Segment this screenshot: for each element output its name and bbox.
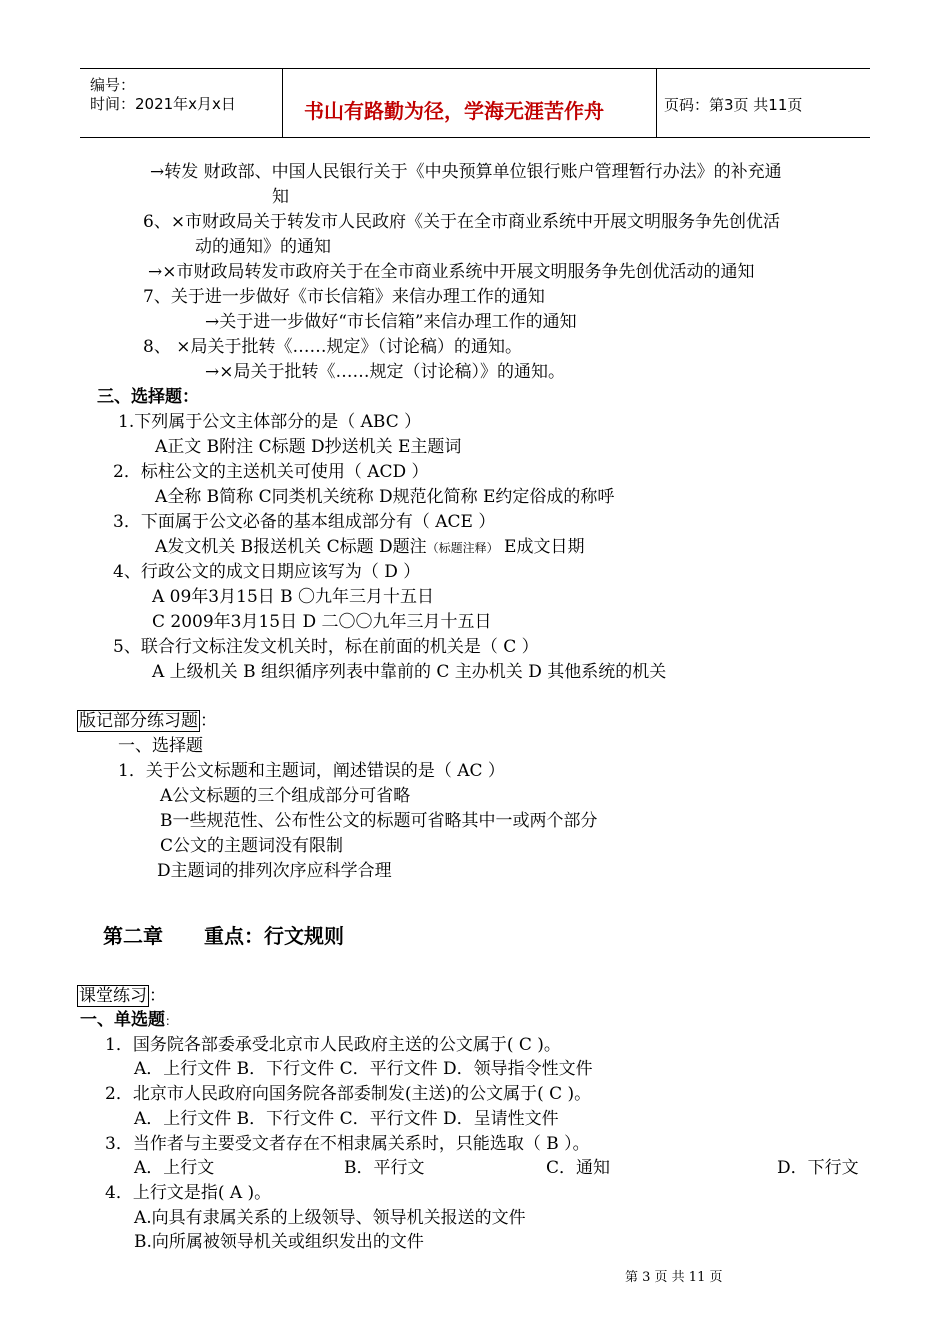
practice-q1: 1．国务院各部委承受北京市人民政府主送的公文属于( C )。 xyxy=(105,1035,561,1055)
practice-sub-line xyxy=(80,1009,177,1032)
practice-q2-options: A．上行文件 B．下行文件 C．平行文件 D．呈请性文件 xyxy=(134,1109,559,1129)
page-footer: 第 3 页 共 11 页 xyxy=(625,1270,723,1285)
practice-title-line xyxy=(77,985,166,1007)
choice-q3-options-b: E成文日期 xyxy=(504,537,585,557)
practice-q3-opt-b: B．平行文 xyxy=(344,1158,425,1178)
banji-title-line xyxy=(77,710,217,732)
banji-opt-d: D主题词的排列次序应科学合理 xyxy=(157,861,392,881)
time-label: 时间：2021年x月x日 xyxy=(90,95,236,113)
practice-q3-opt-a: A．上行文 xyxy=(134,1158,215,1178)
header-info-cell xyxy=(80,69,283,137)
banji-q1: 1．关于公文标题和主题词，阐述错误的是（ AC ） xyxy=(118,761,505,781)
practice-q1-options: A．上行文件 B．下行文件 C．平行文件 D．领导指令性文件 xyxy=(134,1059,593,1079)
header-page-cell xyxy=(656,69,870,137)
chapter-title: 第二章 xyxy=(103,924,163,948)
practice-q3-opt-d: D．下行文 xyxy=(777,1158,859,1178)
practice-q4-opt-a: A.向具有隶属关系的上级领导、领导机关报送的文件 xyxy=(134,1208,526,1228)
motto: 书山有路勤为径，学海无涯苦作舟 xyxy=(304,99,604,123)
choice-title: 三、选择题： xyxy=(97,387,199,407)
practice-q3-opt-c: C．通知 xyxy=(546,1158,611,1178)
banji-colon: ： xyxy=(200,711,217,731)
choice-q5-options: A 上级机关 B 组织循序列表中靠前的 C 主办机关 D 其他系统的机关 xyxy=(152,662,667,682)
item-8a: 8、 ×局关于批转《……规定》（讨论稿）的通知。 xyxy=(143,337,522,357)
choice-q4-options-1: A 09年3月15日 B 〇九年三月十五日 xyxy=(152,587,435,607)
choice-q1: 1.下列属于公文主体部分的是（ ABC ） xyxy=(118,412,422,432)
line-1a: →转发 财政部、中国人民银行关于《中央预算单位银行账户管理暂行办法》的补充通 xyxy=(150,162,782,182)
number-label: 编号： xyxy=(90,76,136,94)
choice-q3: 3．下面属于公文必备的基本组成部分有（ ACE ） xyxy=(113,512,496,532)
practice-title: 课堂练习 xyxy=(79,986,147,1006)
item-6b: 动的通知》的通知 xyxy=(195,237,331,257)
item-7b: →关于进一步做好“市长信箱”来信办理工作的通知 xyxy=(205,312,577,332)
line-1b: 知 xyxy=(272,187,289,207)
practice-q4: 4．上行文是指( A )。 xyxy=(105,1183,272,1203)
chapter-focus: 重点：行文规则 xyxy=(204,924,344,948)
choice-q4: 4、行政公文的成文日期应该写为（ D ） xyxy=(113,562,421,582)
choice-q2: 2．标柱公文的主送机关可使用（ ACD ） xyxy=(113,462,429,482)
practice-colon: ： xyxy=(149,986,166,1006)
header-motto-cell xyxy=(282,69,657,137)
banji-opt-a: A公文标题的三个组成部分可省略 xyxy=(160,786,411,806)
banji-sub: 一、选择题 xyxy=(118,736,203,756)
choice-q3-options-a: A发文机关 B报送机关 C标题 D题注 xyxy=(155,537,427,557)
practice-sub-colon: ： xyxy=(165,1014,178,1028)
practice-q3: 3．当作者与主要受文者存在不相隶属关系时，只能选取（ B ）。 xyxy=(105,1134,590,1154)
banji-opt-b: B一些规范性、公布性公文的标题可省略其中一或两个部分 xyxy=(160,811,598,831)
choice-q2-options: A全称 B简称 C同类机关统称 D规范化简称 E约定俗成的称呼 xyxy=(155,487,615,507)
page-header xyxy=(80,68,870,138)
choice-q4-options-2: C 2009年3月15日 D 二〇〇九年三月十五日 xyxy=(152,612,492,632)
item-6c: →×市财政局转发市政府关于在全市商业系统中开展文明服务争先创优活动的通知 xyxy=(148,262,755,282)
practice-q4-opt-b: B.向所属被领导机关或组织发出的文件 xyxy=(134,1232,424,1252)
choice-q1-options: A正文 B附注 C标题 D抄送机关 E主题词 xyxy=(155,437,462,457)
choice-q3-options xyxy=(155,536,584,559)
item-7a: 7、关于进一步做好《市长信箱》来信办理工作的通知 xyxy=(143,287,545,307)
banji-opt-c: C公文的主题词没有限制 xyxy=(160,836,344,856)
page-label: 页码：第3页 共11页 xyxy=(664,96,803,114)
item-8b: →×局关于批转《……规定（讨论稿）》的通知。 xyxy=(205,362,565,382)
item-6a: 6、×市财政局关于转发市人民政府《关于在全市商业系统中开展文明服务争先创优活 xyxy=(143,212,781,232)
practice-q2: 2．北京市人民政府向国务院各部委制发(主送)的公文属于( C )。 xyxy=(105,1084,592,1104)
choice-q3-note: （标题注释） xyxy=(426,541,499,555)
practice-sub: 一、单选题 xyxy=(80,1010,165,1030)
banji-title: 版记部分练习题 xyxy=(79,711,198,731)
choice-q5: 5、联合行文标注发文机关时，标在前面的机关是（ C ） xyxy=(113,637,539,657)
